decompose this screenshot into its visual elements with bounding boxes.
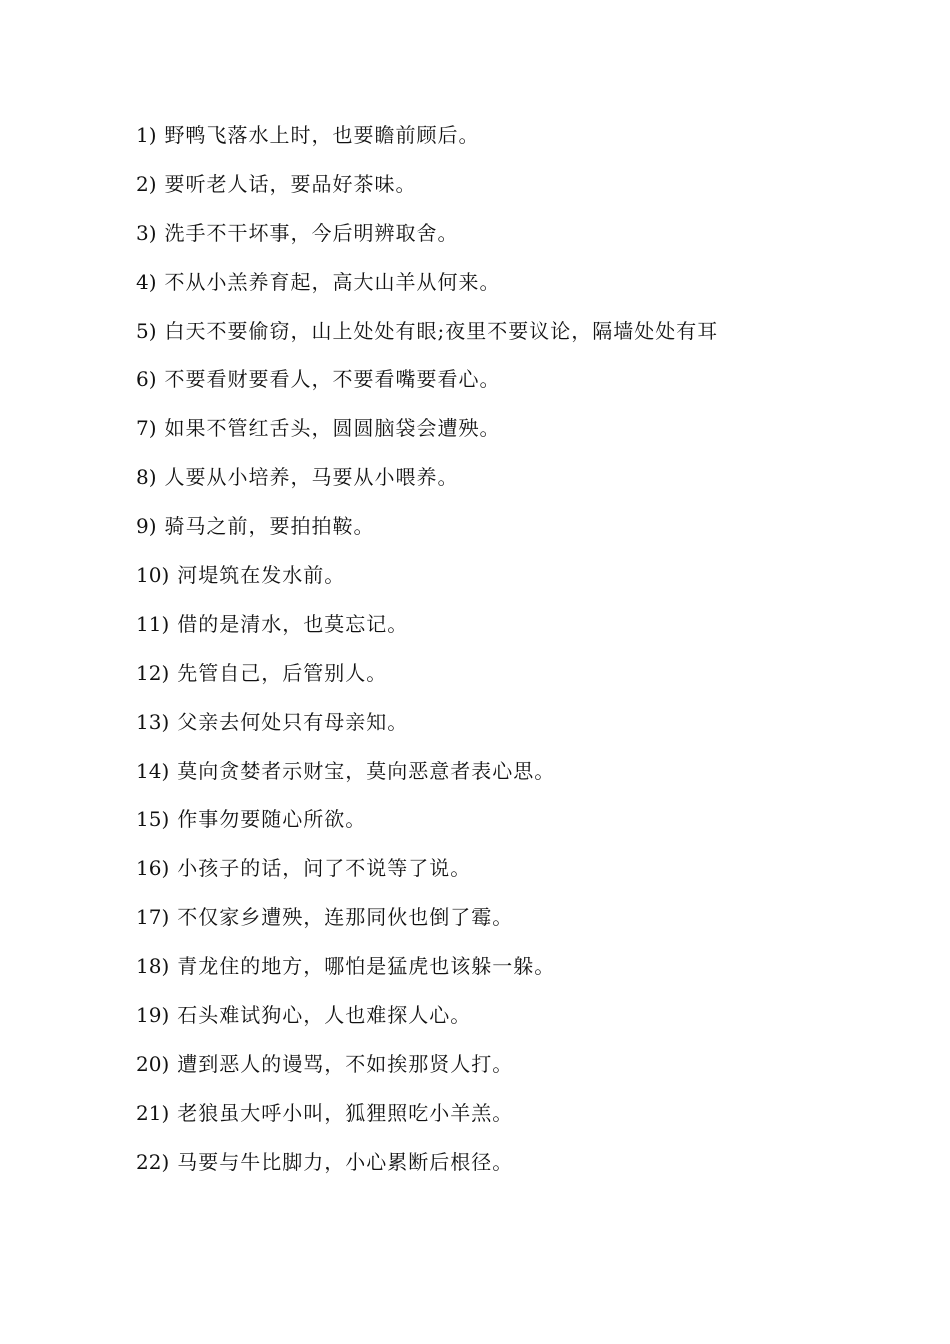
list-item <box>136 854 718 903</box>
item-number: 7) <box>136 416 157 441</box>
item-number: 11) <box>136 611 170 636</box>
list-item <box>136 708 718 757</box>
item-number: 10) <box>136 563 170 588</box>
list-item <box>136 512 718 561</box>
item-number: 8) <box>136 465 157 490</box>
list-item <box>136 170 718 219</box>
item-number: 14) <box>136 758 170 783</box>
list-item <box>136 610 718 659</box>
list-item <box>136 121 718 170</box>
item-text: 小孩子的话，问了不说等了说。 <box>177 856 472 881</box>
list-item <box>136 414 718 463</box>
item-text: 先管自己，后管别人。 <box>177 660 388 685</box>
proverb-list <box>136 121 718 1197</box>
list-item <box>136 463 718 512</box>
list-item <box>136 1099 718 1148</box>
list-item <box>136 365 718 414</box>
item-number: 12) <box>136 660 170 685</box>
item-number: 9) <box>136 514 157 539</box>
item-text: 要听老人话，要品好茶味。 <box>164 171 417 196</box>
item-number: 5) <box>136 318 157 343</box>
item-text: 老狼虽大呼小叫，狐狸照吃小羊羔。 <box>177 1100 514 1125</box>
item-number: 19) <box>136 1003 170 1028</box>
item-number: 6) <box>136 367 157 392</box>
item-text: 不从小羔养育起，高大山羊从何来。 <box>164 269 501 294</box>
item-text: 青龙住的地方，哪怕是猛虎也该躲一躲。 <box>177 954 556 979</box>
item-number: 16) <box>136 856 170 881</box>
item-text: 不仅家乡遭殃，连那同伙也倒了霉。 <box>177 905 514 930</box>
list-item <box>136 757 718 806</box>
item-number: 2) <box>136 171 157 196</box>
item-number: 13) <box>136 709 170 734</box>
item-text: 人要从小培养，马要从小喂养。 <box>164 465 459 490</box>
item-number: 20) <box>136 1051 170 1076</box>
list-item <box>136 952 718 1001</box>
item-number: 15) <box>136 807 170 832</box>
item-number: 21) <box>136 1100 170 1125</box>
list-item <box>136 1001 718 1050</box>
item-number: 3) <box>136 220 157 245</box>
list-item <box>136 805 718 854</box>
list-item <box>136 1050 718 1099</box>
item-text: 野鸭飞落水上时，也要瞻前顾后。 <box>164 123 480 147</box>
list-item <box>136 903 718 952</box>
item-text: 莫向贪婪者示财宝，莫向恶意者表心思。 <box>177 758 556 783</box>
item-number: 4) <box>136 269 157 294</box>
item-number: 22) <box>136 1149 170 1174</box>
list-item <box>136 561 718 610</box>
item-text: 白天不要偷窃，山上处处有眼;夜里不要议论，隔墙处处有耳 <box>164 318 719 343</box>
item-text: 遭到恶人的谩骂，不如挨那贤人打。 <box>177 1051 514 1076</box>
item-text: 骑马之前，要拍拍鞍。 <box>164 514 375 539</box>
item-text: 马要与牛比脚力，小心累断后根径。 <box>177 1149 514 1174</box>
list-item <box>136 268 718 317</box>
item-text: 借的是清水，也莫忘记。 <box>177 611 409 636</box>
item-text: 石头难试狗心，人也难探人心。 <box>177 1003 472 1028</box>
list-item <box>136 317 718 366</box>
list-item <box>136 659 718 708</box>
item-text: 洗手不干坏事，今后明辨取舍。 <box>164 220 459 245</box>
item-number: 1) <box>136 123 157 147</box>
list-item <box>136 1148 718 1197</box>
item-number: 17) <box>136 905 170 930</box>
item-text: 河堤筑在发水前。 <box>177 563 346 588</box>
item-text: 作事勿要随心所欲。 <box>177 807 367 832</box>
item-text: 父亲去何处只有母亲知。 <box>177 709 409 734</box>
item-text: 不要看财要看人，不要看嘴要看心。 <box>164 367 501 392</box>
list-item <box>136 219 718 268</box>
item-text: 如果不管红舌头，圆圆脑袋会遭殃。 <box>164 416 501 441</box>
item-number: 18) <box>136 954 170 979</box>
